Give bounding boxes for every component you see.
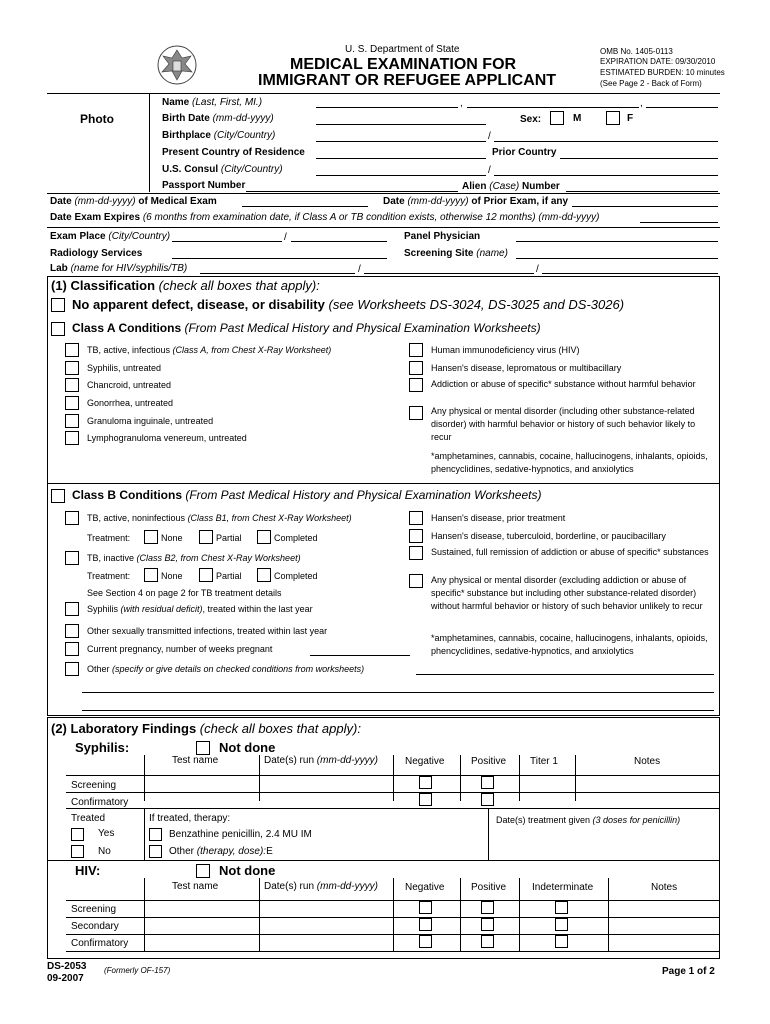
a-disorder-label: Any physical or mental disorder (including other substance-related disorder) with harmful behavior or history of such behavior likely to recur xyxy=(431,406,696,442)
b-tb1-checkbox[interactable] xyxy=(65,511,79,525)
b-tb1-completed-checkbox[interactable] xyxy=(257,530,271,544)
hiv-not-done-label: Not done xyxy=(219,863,276,878)
passport-field[interactable] xyxy=(246,191,458,192)
hiv-negative-header: Negative xyxy=(405,882,445,893)
b-pregnancy-checkbox[interactable] xyxy=(65,642,79,656)
consul-city-field[interactable] xyxy=(316,175,486,176)
hiv-positive-header: Positive xyxy=(471,882,507,893)
screening-site-label: Screening Site (name) xyxy=(404,248,508,259)
benzathine-checkbox[interactable] xyxy=(149,828,162,841)
first-name-field[interactable] xyxy=(467,107,639,108)
a-disorder-checkbox[interactable] xyxy=(409,406,423,420)
dept-name: U. S. Department of State xyxy=(345,44,460,55)
exam-expires-label: Date Exam Expires (6 months from examination date, if Class A or TB condition exists, otherwise 12 months) (mm-dd-yyyy) xyxy=(50,212,600,223)
a-syphilis-label: Syphilis, untreated xyxy=(87,363,162,373)
b-remission-label: Sustained, full remission of addiction or abuse of specific* substances xyxy=(431,547,709,557)
b-disorder-checkbox[interactable] xyxy=(409,574,423,588)
hiv-confirmatory-indeterminate-checkbox[interactable] xyxy=(555,935,568,948)
birth-date-label: Birth Date (mm-dd-yyyy) xyxy=(162,113,274,124)
a-substance-note: *amphetamines, cannabis, cocaine, hallucinogens, inhalants, opioids, phencyclidines, sedative-hypnotics, and anxiolytics xyxy=(431,451,708,474)
consul-country-field[interactable] xyxy=(494,175,718,176)
other-details-field-1[interactable] xyxy=(416,674,714,675)
b-hansens-prior-label: Hansen's disease, prior treatment xyxy=(431,513,566,523)
b-tb2-none-label: None xyxy=(161,571,183,581)
form-date: 09-2007 xyxy=(47,973,84,984)
medical-exam-date-field[interactable] xyxy=(242,206,368,207)
exam-place-city-field[interactable] xyxy=(172,241,282,242)
b-tb2-partial-checkbox[interactable] xyxy=(199,568,213,582)
syph-screening-positive-checkbox[interactable] xyxy=(481,776,494,789)
b-tb1-label: TB, active, noninfectious (Class B1, from Chest X-Ray Worksheet) xyxy=(87,513,352,523)
sex-f-checkbox[interactable] xyxy=(606,111,620,125)
hiv-screening-label: Screening xyxy=(71,904,117,915)
radiology-label: Radiology Services xyxy=(50,248,143,259)
b-hansens-tuberculoid-checkbox[interactable] xyxy=(409,529,423,543)
page-number: Page 1 of 2 xyxy=(662,966,715,977)
sex-m-checkbox[interactable] xyxy=(550,111,564,125)
present-country-field[interactable] xyxy=(316,158,486,159)
expiration-date: EXPIRATION DATE: 09/30/2010 xyxy=(600,57,716,66)
other-therapy-label: Other (therapy, dose):E xyxy=(169,846,273,857)
exam-place-country-field[interactable] xyxy=(291,241,387,242)
medical-exam-date-label: Date (mm-dd-yyyy) of Medical Exam xyxy=(50,196,217,207)
photo-box[interactable] xyxy=(47,94,150,192)
syph-titer-header: Titer 1 xyxy=(530,756,558,767)
b-tb2-checkbox[interactable] xyxy=(65,551,79,565)
lab-label: Lab (name for HIV/syphilis/TB) xyxy=(50,263,188,274)
prior-country-field[interactable] xyxy=(560,158,718,159)
class-a-checkbox[interactable] xyxy=(51,322,65,336)
lab-section xyxy=(47,717,720,959)
birthplace-label: Birthplace (City/Country) xyxy=(162,130,276,141)
hiv-confirmatory-negative-checkbox[interactable] xyxy=(419,935,432,948)
photo-label: Photo xyxy=(80,112,114,126)
hiv-dates-header: Date(s) run (mm-dd-yyyy) xyxy=(264,881,378,892)
hiv-not-done-checkbox[interactable] xyxy=(196,864,210,878)
sex-label: Sex: xyxy=(520,114,542,125)
treated-no-label: No xyxy=(98,846,111,857)
middle-initial-field[interactable] xyxy=(646,107,718,108)
passport-label: Passport Number xyxy=(162,180,246,191)
lab-syphilis-field[interactable] xyxy=(364,273,534,274)
b-tb2-completed-label: Completed xyxy=(274,571,318,581)
state-department-seal xyxy=(156,42,198,88)
prior-exam-date-label: Date (mm-dd-yyyy) of Prior Exam, if any xyxy=(383,196,569,207)
a-chancroid-checkbox[interactable] xyxy=(65,378,79,392)
a-hansens-checkbox[interactable] xyxy=(409,361,423,375)
treated-no-checkbox[interactable] xyxy=(71,845,84,858)
syphilis-not-done-label: Not done xyxy=(219,740,276,755)
syph-notes-header: Notes xyxy=(634,756,661,767)
other-details-field-3[interactable] xyxy=(82,710,714,711)
b-hansens-tuberculoid-label: Hansen's disease, tuberculoid, borderline, or paucibacillary xyxy=(431,531,666,541)
prior-country-label: Prior Country xyxy=(492,147,557,158)
lab-hiv-field[interactable] xyxy=(200,273,355,274)
syph-confirmatory-negative-checkbox[interactable] xyxy=(419,793,432,806)
hiv-secondary-label: Secondary xyxy=(71,921,119,932)
lab-heading: (2) Laboratory Findings (check all boxes that apply): xyxy=(51,721,361,736)
syph-screening-label: Screening xyxy=(71,780,117,791)
panel-physician-field[interactable] xyxy=(516,241,718,242)
a-hiv-checkbox[interactable] xyxy=(409,343,423,357)
if-treated-label: If treated, therapy: xyxy=(149,813,231,824)
b-tb2-label: TB, inactive (Class B2, from Chest X-Ray Worksheet) xyxy=(87,553,301,563)
see-page-note: (See Page 2 - Back of Form) xyxy=(600,79,702,88)
treated-yes-checkbox[interactable] xyxy=(71,828,84,841)
hiv-confirmatory-positive-checkbox[interactable] xyxy=(481,935,494,948)
b-tb1-treatment-label: Treatment: xyxy=(87,533,131,543)
b-other-sti-label: Other sexually transmitted infections, treated within last year xyxy=(87,626,328,636)
a-syphilis-checkbox[interactable] xyxy=(65,361,79,375)
b-syphilis-checkbox[interactable] xyxy=(65,602,79,616)
syph-negative-header: Negative xyxy=(405,756,445,767)
syph-positive-header: Positive xyxy=(471,756,507,767)
b-tb2-completed-checkbox[interactable] xyxy=(257,568,271,582)
syph-confirmatory-positive-checkbox[interactable] xyxy=(481,793,494,806)
other-therapy-checkbox[interactable] xyxy=(149,845,162,858)
treated-yes-label: Yes xyxy=(98,828,115,839)
alien-number-field[interactable] xyxy=(566,191,718,192)
hiv-screening-positive-checkbox[interactable] xyxy=(481,901,494,914)
hiv-screening-negative-checkbox[interactable] xyxy=(419,901,432,914)
hiv-secondary-negative-checkbox[interactable] xyxy=(419,918,432,931)
a-hiv-label: Human immunodeficiency virus (HIV) xyxy=(431,345,580,355)
name-label: Name (Last, First, MI.) xyxy=(162,97,263,108)
classification-heading: (1) Classification (check all boxes that apply): xyxy=(51,278,320,293)
present-country-label: Present Country of Residence xyxy=(162,147,305,158)
b-tb1-none-checkbox[interactable] xyxy=(144,530,158,544)
other-details-field-2[interactable] xyxy=(82,692,714,693)
a-addiction-label: Addiction or abuse of specific* substance without harmful behavior xyxy=(431,379,696,389)
hiv-secondary-indeterminate-checkbox[interactable] xyxy=(555,918,568,931)
syphilis-label: Syphilis: xyxy=(75,740,130,755)
screening-site-field[interactable] xyxy=(516,258,718,259)
b-disorder-label: Any physical or mental disorder (excluding addiction or abuse of specific* substance but including other substance-related disorder) without harmful behavior or history of such behavior unlikely to recur xyxy=(431,575,703,611)
syphilis-not-done-checkbox[interactable] xyxy=(196,741,210,755)
sex-f-label: F xyxy=(627,113,634,124)
a-lgv-checkbox[interactable] xyxy=(65,431,79,445)
b-other-label: Other (specify or give details on checked conditions from worksheets) xyxy=(87,664,365,674)
hiv-confirmatory-label: Confirmatory xyxy=(71,938,129,949)
hiv-label: HIV: xyxy=(75,863,101,878)
estimated-burden: ESTIMATED BURDEN: 10 minutes xyxy=(600,68,725,77)
syph-confirmatory-label: Confirmatory xyxy=(71,797,129,808)
last-name-field[interactable] xyxy=(316,107,458,108)
treated-label: Treated xyxy=(71,813,106,824)
formerly-label: (Formerly OF-157) xyxy=(104,966,171,975)
b-tb1-partial-label: Partial xyxy=(216,533,242,543)
consul-label: U.S. Consul (City/Country) xyxy=(162,164,283,175)
b-substance-note: *amphetamines, cannabis, cocaine, hallucinogens, inhalants, opioids, phencyclidines, sedative-hypnotics, and anxiolytics xyxy=(431,633,708,656)
hiv-indeterminate-header: Indeterminate xyxy=(532,882,594,893)
panel-physician-label: Panel Physician xyxy=(404,231,481,242)
birthplace-city-field[interactable] xyxy=(316,141,486,142)
no-defect-checkbox[interactable] xyxy=(51,298,65,312)
b-remission-checkbox[interactable] xyxy=(409,546,423,560)
hiv-notes-header: Notes xyxy=(651,882,678,893)
a-gonorrhea-checkbox[interactable] xyxy=(65,396,79,410)
a-lgv-label: Lymphogranuloma venereum, untreated xyxy=(87,433,247,443)
class-b-label: Class B Conditions (From Past Medical History and Physical Examination Worksheets) xyxy=(72,488,542,502)
a-hansens-label: Hansen's disease, lepromatous or multibacillary xyxy=(431,363,622,373)
a-tb-checkbox[interactable] xyxy=(65,343,79,357)
see-section-note: See Section 4 on page 2 for TB treatment details xyxy=(87,588,282,598)
sex-m-label: M xyxy=(573,113,582,124)
form-title-1: MEDICAL EXAMINATION FOR xyxy=(290,56,517,73)
b-pregnancy-label: Current pregnancy, number of weeks pregnant xyxy=(87,644,273,654)
weeks-pregnant-field[interactable] xyxy=(310,655,410,656)
b-syphilis-label: Syphilis (with residual deficit), treated within the last year xyxy=(87,604,313,614)
syph-test-name-header: Test name xyxy=(172,755,219,766)
a-granuloma-label: Granuloma inguinale, untreated xyxy=(87,416,214,426)
birthplace-country-field[interactable] xyxy=(494,141,718,142)
hiv-test-name-header: Test name xyxy=(172,881,219,892)
b-tb2-partial-label: Partial xyxy=(216,571,242,581)
form-number: DS-2053 xyxy=(47,961,87,972)
b-tb1-completed-label: Completed xyxy=(274,533,318,543)
no-defect-label: No apparent defect, disease, or disability (see Worksheets DS-3024, DS-3025 and DS-3026) xyxy=(72,297,625,312)
hiv-screening-indeterminate-checkbox[interactable] xyxy=(555,901,568,914)
class-b-checkbox[interactable] xyxy=(51,489,65,503)
b-other-sti-checkbox[interactable] xyxy=(65,624,79,638)
exam-place-label: Exam Place (City/Country) xyxy=(50,231,171,242)
b-hansens-prior-checkbox[interactable] xyxy=(409,511,423,525)
birth-date-field[interactable] xyxy=(316,124,486,125)
hiv-secondary-positive-checkbox[interactable] xyxy=(481,918,494,931)
a-granuloma-checkbox[interactable] xyxy=(65,414,79,428)
radiology-field[interactable] xyxy=(172,258,387,259)
b-tb1-none-label: None xyxy=(161,533,183,543)
b-tb2-none-checkbox[interactable] xyxy=(144,568,158,582)
b-other-checkbox[interactable] xyxy=(65,662,79,676)
class-a-label: Class A Conditions (From Past Medical History and Physical Examination Worksheets) xyxy=(72,321,541,335)
prior-exam-date-field[interactable] xyxy=(572,206,718,207)
a-tb-label: TB, active, infectious (Class A, from Chest X-Ray Worksheet) xyxy=(87,345,332,355)
form-title-2: IMMIGRANT OR REFUGEE APPLICANT xyxy=(258,72,557,89)
omb-number: OMB No. 1405-0113 xyxy=(600,47,673,56)
exam-expires-field[interactable] xyxy=(640,222,718,223)
b-tb1-partial-checkbox[interactable] xyxy=(199,530,213,544)
syph-screening-negative-checkbox[interactable] xyxy=(419,776,432,789)
a-addiction-checkbox[interactable] xyxy=(409,378,423,392)
b-tb2-treatment-label: Treatment: xyxy=(87,571,131,581)
alien-number-label: Alien (Case) Number xyxy=(462,181,560,192)
lab-tb-field[interactable] xyxy=(542,273,718,274)
a-chancroid-label: Chancroid, untreated xyxy=(87,380,172,390)
benzathine-label: Benzathine penicillin, 2.4 MU IM xyxy=(169,829,312,840)
a-gonorrhea-label: Gonorrhea, untreated xyxy=(87,398,174,408)
tx-given-label: Date(s) treatment given (3 doses for penicillin) xyxy=(496,815,681,825)
syph-dates-header: Date(s) run (mm-dd-yyyy) xyxy=(264,755,378,766)
